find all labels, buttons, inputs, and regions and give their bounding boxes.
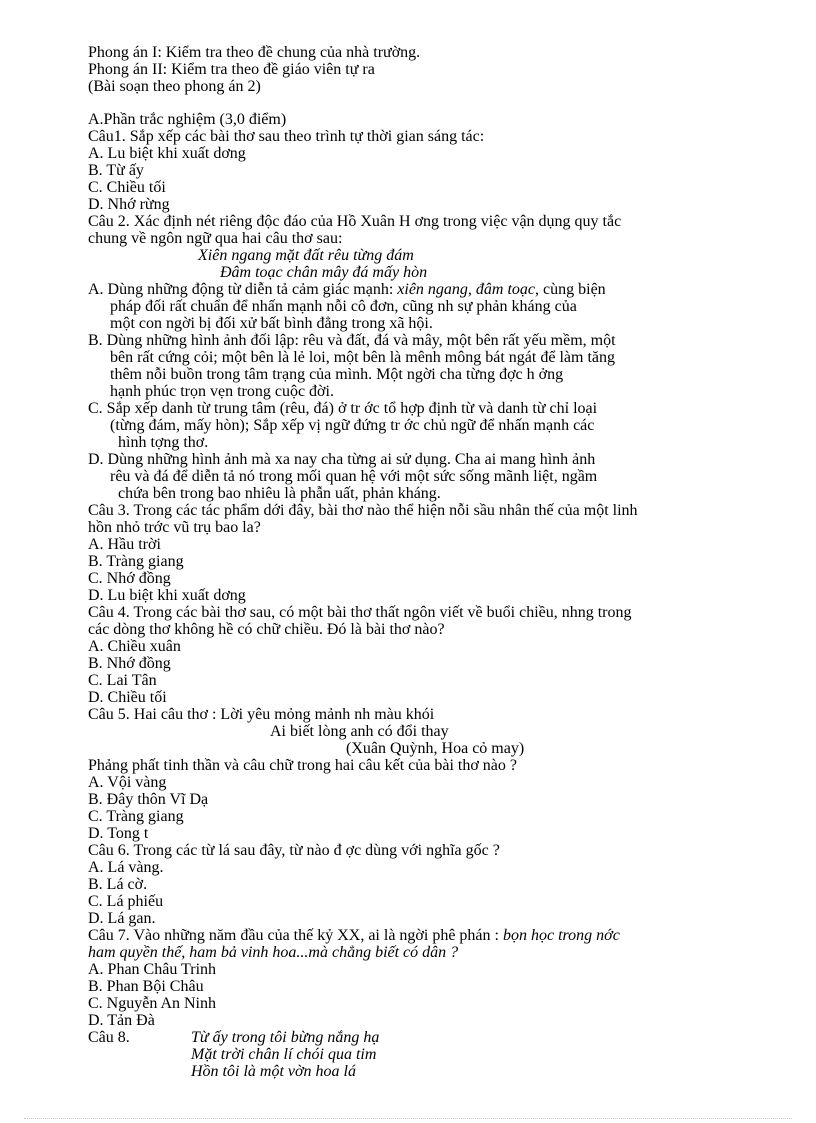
q4-option-d: D. Chiều tối <box>88 689 167 706</box>
q6-option-a: A. Lá vàng. <box>88 859 164 876</box>
q2-option-c-line-3: hình tợng thơ. <box>118 434 209 451</box>
q6-option-c: C. Lá phiếu <box>88 893 164 910</box>
page-bottom-divider <box>24 1118 792 1119</box>
q2-option-d-line-2: rêu và đá để diễn tả nó trong mối quan hệ với một sức sống mãnh liệt, ngầm <box>110 468 598 485</box>
q5-option-c: C. Tràng giang <box>88 808 184 825</box>
q2-option-b-line-4: hạnh phúc trọn vẹn trong cuộc đời. <box>110 383 334 400</box>
q2-stem-1: Câu 2. Xác định nét riêng độc đáo của Hồ Xuân H ơng trong việc vận dụng quy tắc <box>88 213 622 230</box>
q4-option-b: B. Nhớ đồng <box>88 655 171 672</box>
q1-stem: Câu1. Sắp xếp các bài thơ sau theo trình tự thời gian sáng tác: <box>88 128 485 145</box>
q7-stem-text: Câu 7. Vào những năm đầu của thế kỷ XX, ai là ngời phê phán : <box>88 927 503 944</box>
q2-option-a-line-1 <box>88 281 768 298</box>
q3-stem-1: Câu 3. Trong các tác phẩm dới đây, bài thơ nào thể hiện nỗi sầu nhân thế của một linh <box>88 502 638 519</box>
q2-poem-line-2: Đâm toạc chân mây đá mấy hòn <box>220 264 428 281</box>
q3-option-a: A. Hầu trời <box>88 536 161 553</box>
q8-poem-line-2: Mặt trời chân lí chói qua tim <box>191 1046 377 1063</box>
section-title: A.Phần trắc nghiệm (3,0 điểm) <box>88 111 287 128</box>
q2-option-b-line-3: thêm nỗi buồn trong tâm trạng của mình. Một ngời cha từng đợc h ởng <box>110 366 564 383</box>
q6-option-b: B. Lá cờ. <box>88 876 148 893</box>
exam-content <box>88 44 768 1080</box>
q6-stem: Câu 6. Trong các từ lá sau đây, từ nào đ ợc dùng với nghĩa gốc ? <box>88 842 500 859</box>
q7-stem-2: ham quyền thế, ham bả vinh hoa...mà chẳng biết có dân ? <box>88 944 459 961</box>
q8-label: Câu 8. <box>88 1029 130 1046</box>
q5-option-a: A. Vội vàng <box>88 774 167 791</box>
q4-stem-1: Câu 4. Trong các bài thơ sau, có một bài thơ thất ngôn viết về buổi chiều, nhng trong <box>88 604 632 621</box>
q2-option-c-line-1: C. Sắp xếp danh từ trung tâm (rêu, đá) ở tr ớc tổ hợp định từ và danh từ chỉ loại <box>88 400 598 417</box>
header-line-3: (Bài soạn theo phong án 2) <box>88 78 261 95</box>
q5-option-b: B. Đây thôn Vĩ Dạ <box>88 791 209 808</box>
q6-option-d: D. Lá gan. <box>88 910 156 927</box>
q2-option-a-italic: xiên ngang, đâm toạc <box>397 281 536 298</box>
q1-option-d: D. Nhớ rừng <box>88 196 170 213</box>
q7-option-d: D. Tản Đà <box>88 1012 155 1029</box>
spacer <box>88 95 768 111</box>
q2-option-a-line-3: một con ngời bị đối xử bất bình đẳng trong xã hội. <box>110 315 433 332</box>
q2-option-a-tail: , cùng biện <box>535 281 606 298</box>
q5-option-d: D. Tong t <box>88 825 149 842</box>
q2-stem-2: chung về ngôn ngữ qua hai câu thơ sau: <box>88 230 343 247</box>
q2-option-b-line-2: bên rất cứng cỏi; một bên là lẻ loi, một bên là mênh mông bát ngát để làm tăng <box>110 349 615 366</box>
q2-option-c-line-2: (từng đám, mấy hòn); Sắp xếp vị ngữ đứng tr ớc chủ ngữ để nhấn mạnh các <box>110 417 595 434</box>
q4-stem-2: các dòng thơ không hề có chữ chiều. Đó là bài thơ nào? <box>88 621 445 638</box>
q2-poem-line-1: Xiên ngang mặt đất rêu từng đám <box>198 247 414 264</box>
q7-option-b: B. Phan Bội Châu <box>88 978 204 995</box>
q3-option-b: B. Tràng giang <box>88 553 184 570</box>
q1-option-a: A. Lu biệt khi xuất dơng <box>88 145 246 162</box>
q7-stem-1 <box>88 927 768 944</box>
q2-option-b-line-1: B. Dùng những hình ảnh đối lập: rêu và đất, đá và mây, một bên rất yếu mềm, một <box>88 332 616 349</box>
q1-option-b: B. Từ ấy <box>88 162 144 179</box>
q8-row-1 <box>88 1029 768 1046</box>
q7-option-a: A. Phan Châu Trinh <box>88 961 217 978</box>
q3-stem-2: hồn nhỏ trớc vũ trụ bao la? <box>88 519 261 536</box>
q5-stem-1: Câu 5. Hai câu thơ : Lời yêu mỏng mảnh nh màu khói <box>88 706 435 723</box>
header-line-2: Phong án II: Kiểm tra theo đề giáo viên tự ra <box>88 61 375 78</box>
q2-option-d-line-3: chứa bên trong bao nhiêu là phẫn uất, phản kháng. <box>118 485 441 502</box>
q4-option-a: A. Chiều xuân <box>88 638 181 655</box>
q7-option-c: C. Nguyễn An Ninh <box>88 995 216 1012</box>
q4-option-c: C. Lai Tân <box>88 672 157 689</box>
q5-stem-4: Phảng phất tinh thần và câu chữ trong hai câu kết của bài thơ nào ? <box>88 757 517 774</box>
q3-option-c: C. Nhớ đồng <box>88 570 171 587</box>
q1-option-c: C. Chiều tối <box>88 179 166 196</box>
q8-poem-line-1: Từ ấy trong tôi bừng nắng hạ <box>191 1029 380 1046</box>
q8-poem-line-3: Hồn tôi là một vờn hoa lá <box>191 1063 356 1080</box>
q5-stem-2: Ai biết lòng anh có đổi thay <box>270 723 449 740</box>
q3-option-d: D. Lu biệt khi xuất dơng <box>88 587 246 604</box>
q5-stem-3: (Xuân Quỳnh, Hoa cỏ may) <box>346 740 525 757</box>
q2-option-a-line-2: pháp đối rất chuẩn để nhấn mạnh nỗi cô đơn, cũng nh sự phản kháng của <box>110 298 577 315</box>
q2-option-d-line-1: D. Dùng những hình ảnh mà xa nay cha từng ai sử dụng. Cha ai mang hình ảnh <box>88 451 596 468</box>
q7-stem-quote: bọn học trong nớc <box>502 927 620 944</box>
header-line-1: Phong án I: Kiểm tra theo đề chung của nhà trường. <box>88 44 421 61</box>
q2-option-a-text: A. Dùng những động từ diễn tả cảm giác mạnh: <box>88 281 398 298</box>
